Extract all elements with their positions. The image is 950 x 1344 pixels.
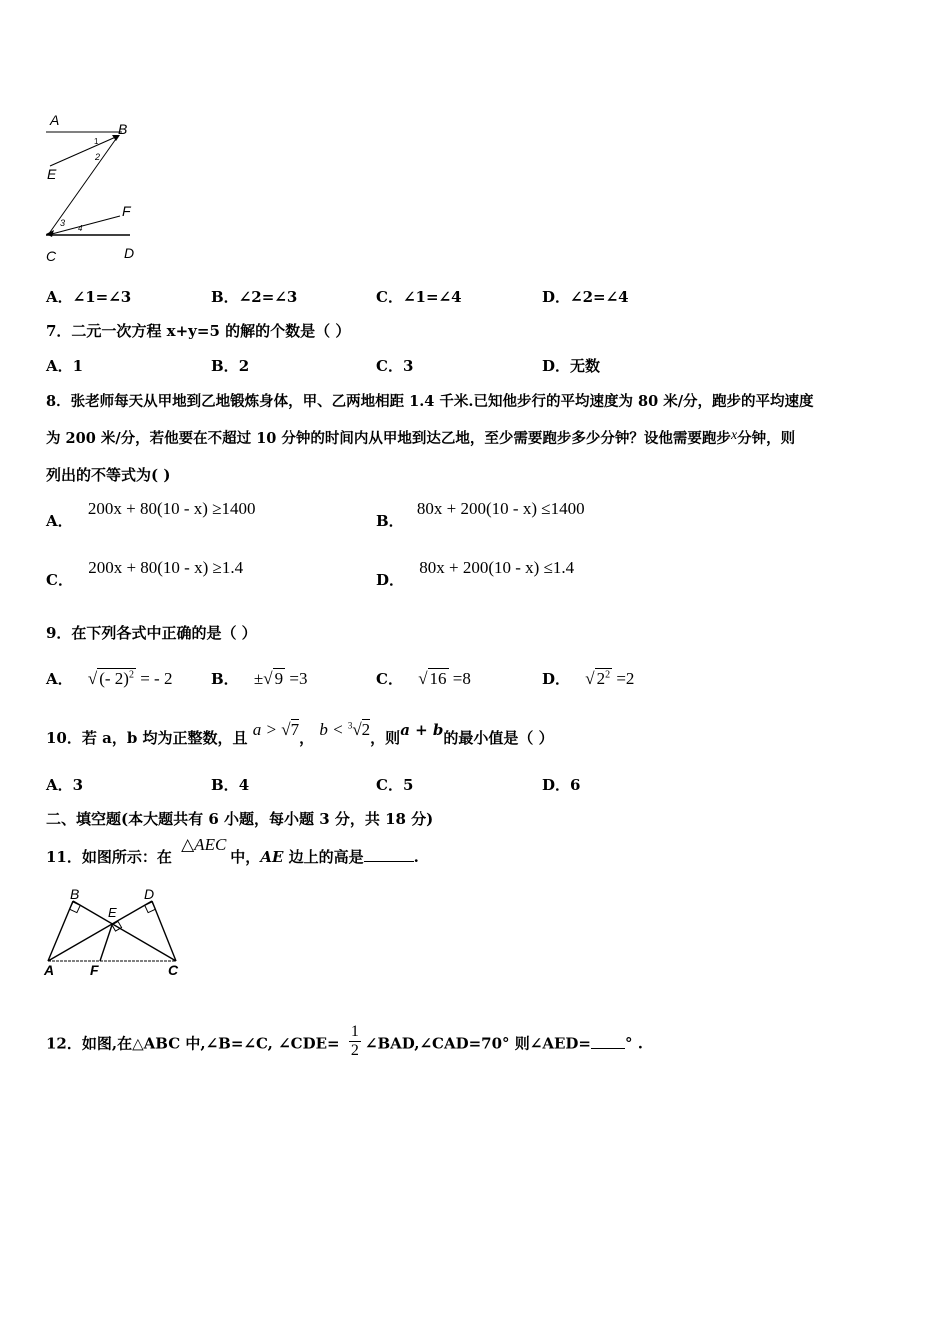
sqrt-sign: √ (263, 669, 273, 688)
q8-stem-line2: 为 200 米/分，若他要在不超过 10 分钟的时间内从甲地到达乙地，至少需要跑步多少分钟？设他需要跑步x分钟，则 (46, 428, 796, 447)
sqrt-sign: √ (281, 720, 291, 739)
angle-2: 2 (95, 152, 101, 162)
q11-stem: 11．如图所示：在 △AEC中，AE 边上的高是 . (46, 835, 419, 866)
q10-option-b[interactable]: B．4 (211, 776, 250, 794)
cbrt-sign: √ (352, 720, 362, 739)
label-e: E (47, 166, 57, 182)
answer-blank[interactable] (591, 1034, 625, 1049)
sqrt-sign: √ (418, 669, 428, 688)
q10-option-a[interactable]: A．3 (46, 776, 84, 794)
segment-ad (48, 901, 152, 961)
label-c: C (46, 248, 57, 264)
sqrt-sign: √ (585, 669, 595, 688)
q7-option-a[interactable]: A．1 (46, 357, 84, 375)
label-f: F (122, 203, 131, 219)
q9-option-d[interactable]: D． √ $2^2 =2$ (542, 669, 635, 688)
label-b: B (118, 121, 128, 137)
segment-dc (152, 901, 176, 961)
label-a: A (50, 112, 60, 128)
segment-ab (48, 901, 73, 961)
label-a: A (44, 962, 55, 978)
label-d: D (144, 886, 155, 902)
q10-option-c[interactable]: C．5 (376, 776, 414, 794)
angle-1: 1 (94, 137, 99, 146)
q8-stem-line1: 8．张老师每天从甲地到乙地锻炼身体，甲、乙两地相距 1.4 千米.已知他步行的平均速度为 80 米/分，跑步的平均速度 (46, 393, 814, 410)
triangle-heights-figure (40, 883, 190, 978)
sqrt-sign: √ (87, 669, 98, 688)
angle-4: 4 (78, 224, 83, 233)
arrow-c (46, 230, 54, 237)
q6-option-d[interactable]: D．∠2=∠4 (542, 288, 629, 306)
label-c: C (168, 962, 179, 978)
section-heading: 二、填空题(本大题共有 6 小题，每小题 3 分，共 18 分) (46, 810, 434, 828)
segment-bc (73, 901, 176, 961)
line-cf (48, 216, 120, 235)
angle-3: 3 (60, 218, 66, 228)
q6-option-c[interactable]: C．∠1=∠4 (376, 288, 462, 306)
answer-blank[interactable] (364, 847, 414, 862)
q9-stem: 9．在下列各式中正确的是（ ） (46, 624, 257, 642)
label-d: D (124, 245, 135, 261)
q8-option-c[interactable]: C． 200x + 80(10 - x) ≥1.4 (46, 558, 244, 589)
q8-stem-line3: 列出的不等式为( ) (46, 466, 171, 484)
q7-option-c[interactable]: C．3 (376, 357, 414, 375)
parallel-lines-figure (38, 108, 148, 268)
q8-option-b[interactable]: B． 80x + 200(10 - x) ≤1400 (376, 499, 585, 530)
line-bc (48, 136, 118, 235)
q10-option-d[interactable]: D．6 (542, 776, 581, 794)
q7-option-b[interactable]: B．2 (211, 357, 250, 375)
label-f: F (90, 962, 99, 978)
fraction-one-half: $\frac{1}{2}$ (350, 1023, 359, 1059)
q9-option-b[interactable]: B． ±√ 9 =3 (211, 669, 308, 688)
q8-option-d[interactable]: D． 80x + 200(10 - x) ≤1.4 (376, 558, 575, 589)
q9-option-a[interactable]: A． √ (- 2)$^2$ = - 2 (46, 669, 173, 688)
q12-stem: 12．如图,在△ABC 中,∠B=∠C, ∠CDE= $\frac{1}{2}$ ∠BAD,∠CAD=70° 则∠AED= ° . (46, 1023, 643, 1059)
q6-option-b[interactable]: B．∠2=∠3 (211, 288, 298, 306)
label-e: E (108, 905, 117, 920)
label-b: B (70, 886, 80, 902)
q9-option-c[interactable]: C． √ 16 =8 (376, 669, 471, 688)
q6-option-a[interactable]: A．∠1=∠3 (46, 288, 132, 306)
q8-option-a[interactable]: A． 200x + 80(10 - x) ≥1400 (46, 499, 256, 530)
q7-stem: 7．二元一次方程 x+y=5 的解的个数是（ ） (46, 322, 351, 340)
q10-stem: 10．若 a，b 均为正整数，且 a > √7， b < $^3$√2，则a + b的最小值是（ ） (46, 720, 554, 747)
q7-option-d[interactable]: D．无数 (542, 357, 601, 375)
